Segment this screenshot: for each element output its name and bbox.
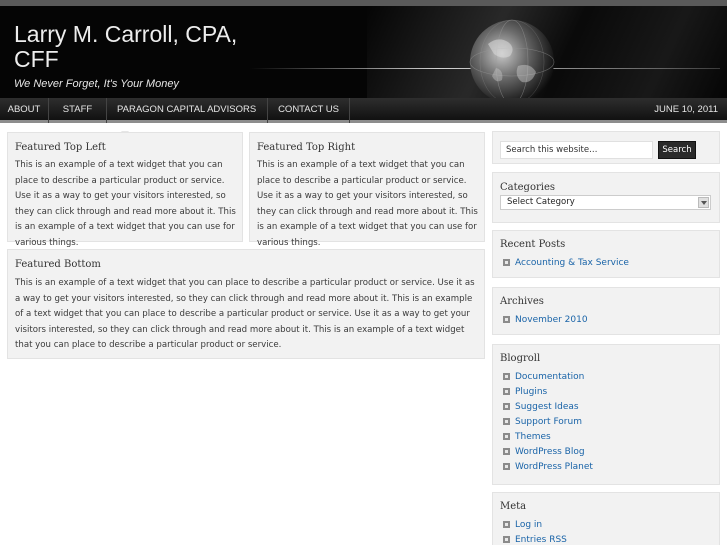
blogroll-label: Support Forum — [515, 417, 582, 427]
blogroll-widget — [492, 344, 720, 485]
recent-post-label: Accounting & Tax Service — [515, 258, 629, 268]
blogroll-link-themes[interactable] — [503, 432, 551, 442]
nav-item-paragon-capital-advisors[interactable] — [107, 98, 268, 123]
blogroll-label: WordPress Planet — [515, 462, 593, 472]
featured-bottom-text: This is an example of a text widget that you can place to describe a particular product or service. Use it as a way to get your visitors interested, so they can click through and read more about it. This is an example of a text widget that you can place to describe a particular product or service. Use it as a way to get your visitors interested, so they can click through and read more about it. This is an example of a text widget that you can place to describe a particular product or service. — [15, 278, 475, 350]
meta-link-log-in[interactable] — [503, 520, 542, 530]
bullet-icon — [503, 316, 510, 323]
blogroll-link-documentation[interactable] — [503, 372, 584, 382]
recent-posts-widget — [492, 230, 720, 278]
archive-link[interactable] — [503, 315, 588, 325]
categories-widget — [492, 172, 720, 223]
blogroll-link-wordpress-blog[interactable] — [503, 447, 585, 457]
meta-label: Log in — [515, 520, 543, 530]
meta-title: Meta — [500, 501, 527, 512]
chevron-down-icon — [698, 197, 709, 208]
bullet-icon — [503, 388, 510, 395]
bullet-icon — [503, 463, 510, 470]
recent-post-link[interactable] — [503, 258, 629, 268]
blogroll-label: Suggest Ideas — [515, 402, 579, 412]
bullet-icon — [503, 373, 510, 380]
archives-widget — [492, 287, 720, 335]
blogroll-label: Documentation — [515, 372, 585, 382]
blogroll-link-plugins[interactable] — [503, 387, 547, 397]
site-tagline: We Never Forget, It's Your Money — [14, 78, 179, 90]
bullet-icon — [503, 521, 510, 528]
blogroll-label: Themes — [515, 432, 551, 442]
category-select-value: Select Category — [507, 197, 575, 207]
bullet-icon — [503, 259, 510, 266]
blogroll-label: Plugins — [515, 387, 548, 397]
blogroll-link-suggest-ideas[interactable] — [503, 402, 579, 412]
archives-title: Archives — [500, 296, 544, 307]
blogroll-label: WordPress Blog — [515, 447, 585, 457]
site-header — [0, 6, 727, 98]
nav-item-about[interactable]: ABOUT — [0, 98, 49, 123]
bullet-icon — [503, 448, 510, 455]
featured-top-left-title: Featured Top Left — [15, 142, 106, 153]
featured-bottom-title: Featured Bottom — [15, 259, 101, 270]
meta-link-entries-rss[interactable] — [503, 535, 567, 545]
archive-label: November 2010 — [515, 315, 588, 325]
site-title[interactable]: Larry M. Carroll, CPA, CFF — [14, 21, 238, 72]
nav-date: JUNE 10, 2011 — [654, 104, 718, 115]
nav-item-label: PARAGON CAPITAL ADVISORS — [117, 104, 257, 115]
meta-label: Entries RSS — [515, 535, 567, 545]
featured-top-right-text: This is an example of a text widget that you can place to describe a particular product or service. Use it as a way to get your visitors interested, so they can click through and read more about it. This is an example of a text widget that you can use for various things. — [257, 160, 478, 248]
bullet-icon — [503, 536, 510, 543]
featured-top-left-widget — [7, 132, 243, 248]
nav-item-contact-us[interactable]: CONTACT US — [268, 98, 350, 123]
search-input[interactable]: Search this website… — [500, 141, 653, 159]
featured-top-left-text: This is an example of a text widget that you can place to describe a particular product or service. Use it as a way to get your visitors interested, so they can click through and read more about it. This is an example of a text widget that you can use for various things. — [15, 160, 236, 248]
globe-icon — [458, 14, 566, 98]
blogroll-link-support-forum[interactable] — [503, 417, 582, 427]
categories-title: Categories — [500, 182, 555, 193]
bullet-icon — [503, 418, 510, 425]
meta-widget — [492, 492, 720, 545]
featured-top-right-widget — [249, 132, 485, 248]
bullet-icon — [503, 403, 510, 410]
category-select[interactable] — [500, 195, 711, 210]
featured-top-right-title: Featured Top Right — [257, 142, 356, 153]
featured-bottom-widget — [7, 249, 485, 359]
main-nav — [0, 98, 727, 123]
search-button[interactable]: Search — [658, 141, 696, 159]
nav-item-staff[interactable]: STAFF — [49, 98, 107, 123]
bullet-icon — [503, 433, 510, 440]
blogroll-link-wordpress-planet[interactable] — [503, 462, 593, 472]
blogroll-title: Blogroll — [500, 353, 541, 364]
recent-posts-title: Recent Posts — [500, 239, 566, 250]
search-widget — [492, 131, 720, 164]
